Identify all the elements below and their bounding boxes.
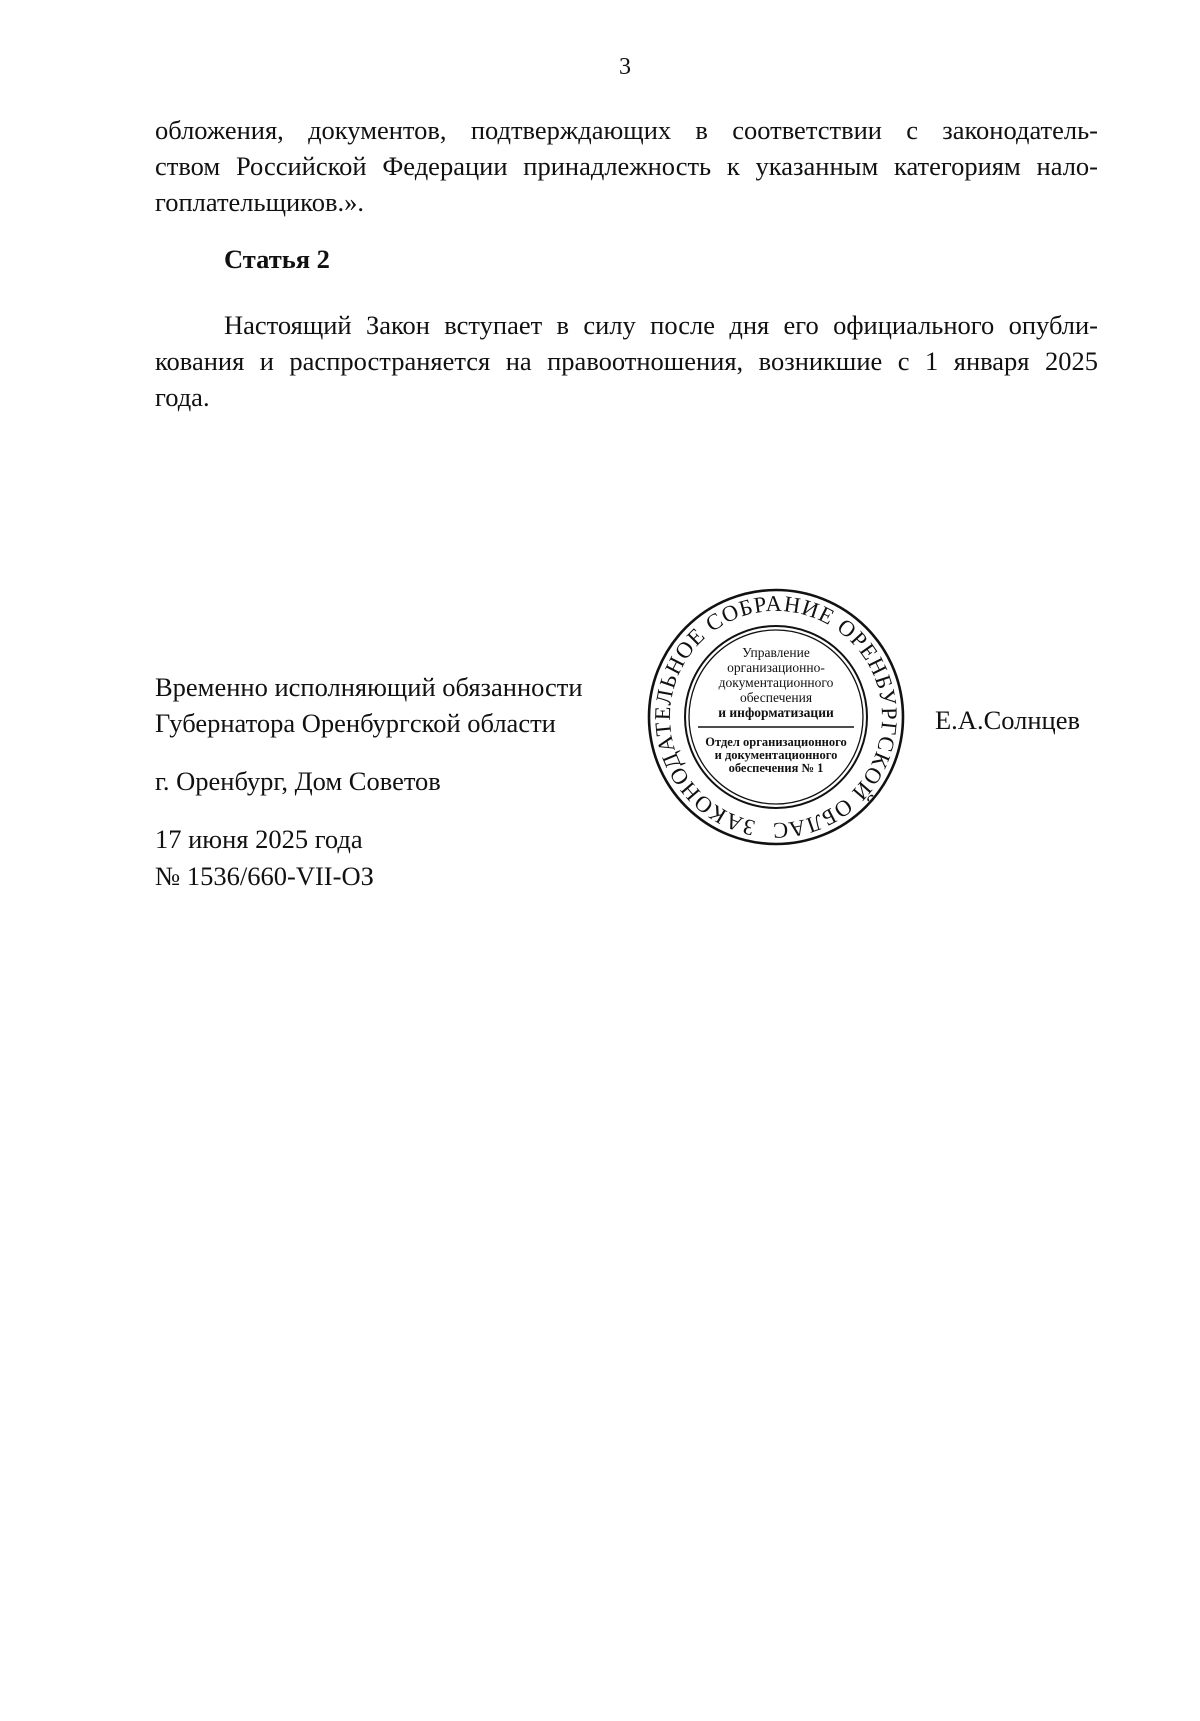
- seal-text-line: Управление: [742, 645, 810, 660]
- seal-text-line: Отдел организационного: [705, 735, 847, 749]
- seal-text-line: и информатизации: [718, 705, 834, 720]
- seal-ring-text: ЗАКОНОДАТЕЛЬНОЕ СОБРАНИЕ ОРЕНБУРГСКОЙ ОБЛАС: [649, 590, 903, 844]
- article-paragraph: [155, 307, 1098, 415]
- official-seal: [646, 587, 906, 849]
- paragraph-line: Настоящий Закон вступает в силу после дня его официального опубли-: [224, 310, 1098, 340]
- seal-text-line: и документационного: [714, 748, 838, 762]
- article-heading: Статья 2: [224, 244, 330, 274]
- document-number: № 1536/660-VII-ОЗ: [155, 861, 374, 891]
- paragraph-line: кования и распространяется на правоотношения, возникшие с 1 января 2025: [155, 346, 1098, 376]
- paragraph-line: гоплательщиков.».: [155, 187, 364, 217]
- paragraph-line: обложения, документов, подтверждающих в соответствии с законодатель-: [155, 115, 1098, 145]
- position-line: Временно исполняющий обязанности: [155, 672, 583, 702]
- position-line: Губернатора Оренбургской области: [155, 708, 556, 738]
- seal-text-line: обеспечения: [739, 690, 813, 705]
- paragraph-line: ством Российской Федерации принадлежность к указанным категориям нало-: [155, 151, 1098, 181]
- document-date: 17 июня 2025 года: [155, 824, 363, 854]
- signatory-position: [155, 669, 583, 741]
- paragraph-line: года.: [155, 382, 210, 412]
- date-and-number: [155, 821, 374, 895]
- seal-text-line: организационно-: [727, 660, 825, 675]
- seal-text-line: обеспечения № 1: [728, 761, 824, 775]
- continued-paragraph: [155, 112, 1098, 220]
- signer-name: Е.А.Солнцев: [935, 705, 1081, 735]
- seal-text-line: документационного: [718, 675, 834, 690]
- page-number: 3: [619, 54, 631, 80]
- signing-place: г. Оренбург, Дом Советов: [155, 766, 441, 796]
